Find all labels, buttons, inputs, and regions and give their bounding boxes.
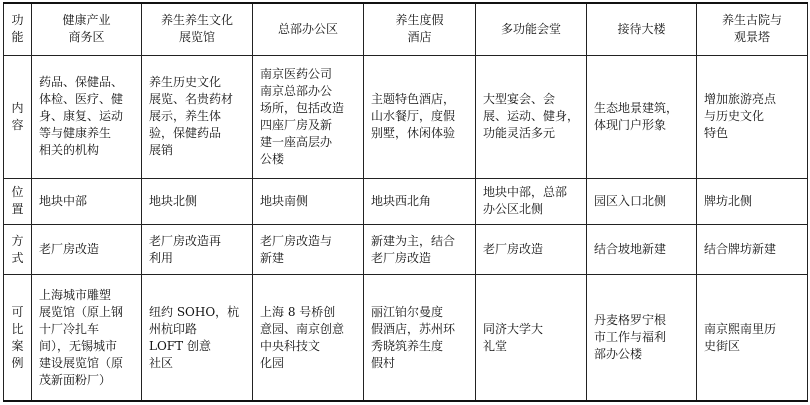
cell-text: 生态地景建筑， 体现门户形象 bbox=[594, 100, 679, 132]
table-cell bbox=[253, 178, 364, 225]
cell-text: 纽约 SOHO，杭 州杭印路 LOFT 创意 社区 bbox=[149, 304, 240, 370]
cell-text: 上海城市雕塑 展览馆（原上钢 十厂冷扎车 间），无锡城市 建设展览馆（原 茂新面粉厂） bbox=[39, 287, 124, 387]
table-cell bbox=[364, 178, 476, 225]
table-cell bbox=[587, 55, 697, 178]
cell-text: 牌坊北侧 bbox=[704, 193, 753, 208]
cell-text: 主题特色酒店， 山水餐厅，度假 别墅，休闲体验 bbox=[371, 92, 456, 141]
cell-text: 南京熙南里历 史街区 bbox=[704, 321, 777, 353]
cell-text: 地块西北角 bbox=[371, 193, 432, 208]
table-cell bbox=[253, 275, 364, 401]
cell-text: 老厂房改造再 利用 bbox=[149, 233, 222, 265]
header-cell-health-business bbox=[32, 3, 142, 55]
table-cell bbox=[587, 275, 697, 401]
cell-text: 结合坡地新建 bbox=[594, 242, 667, 257]
table-cell bbox=[142, 55, 253, 178]
table-cell bbox=[253, 225, 364, 275]
header-label: 多功能会堂 bbox=[500, 21, 561, 36]
table-cell bbox=[142, 275, 253, 401]
row-label: 位 置 bbox=[11, 185, 24, 217]
cell-text: 园区入口北侧 bbox=[594, 193, 667, 208]
header-label: 接待大楼 bbox=[617, 21, 666, 36]
header-label: 功能 bbox=[11, 13, 24, 45]
header-cell-multi-hall bbox=[476, 3, 587, 55]
table-cell bbox=[253, 55, 364, 178]
cell-text: 养生历史文化 展览、名贵药材 展示，养生体 验，保健药品 展销 bbox=[149, 75, 234, 158]
table-cell bbox=[32, 275, 142, 401]
table-cell bbox=[142, 178, 253, 225]
cell-text: 新建为主，结合 老厂房改造 bbox=[371, 233, 456, 265]
cell-text: 地块中部，总部 办公区北侧 bbox=[483, 185, 568, 217]
row-label-cases bbox=[4, 275, 32, 401]
header-cell-resort-hotel bbox=[364, 3, 476, 55]
table-cell bbox=[476, 55, 587, 178]
table-cell bbox=[32, 55, 142, 178]
cell-text: 老厂房改造 bbox=[39, 242, 100, 257]
header-label: 总部办公区 bbox=[277, 21, 338, 36]
header-cell-reception bbox=[587, 3, 697, 55]
table-cell bbox=[476, 225, 587, 275]
table-cell bbox=[697, 275, 808, 401]
header-cell-ancient-yard bbox=[697, 3, 808, 55]
cell-text: 增加旅游亮点 与历史文化 特色 bbox=[704, 92, 777, 141]
table-cell bbox=[476, 275, 587, 401]
header-label: 养生古院与 观景塔 bbox=[721, 13, 782, 45]
comparison-table bbox=[3, 2, 808, 402]
cell-text: 老厂房改造与 新建 bbox=[260, 233, 333, 265]
cell-text: 老厂房改造 bbox=[483, 242, 544, 257]
header-label: 健康产业 商务区 bbox=[62, 13, 111, 45]
table-cell bbox=[364, 225, 476, 275]
table-row-location bbox=[4, 178, 808, 225]
row-label: 方 式 bbox=[11, 233, 24, 265]
cell-text: 南京医药公司 南京总部办公 场所，包括改造 四座厂房及新 建一座高层办 公楼 bbox=[260, 66, 345, 166]
cell-text: 上海 8 号桥创 意园、南京创意 中央科技文 化园 bbox=[260, 304, 345, 370]
header-row bbox=[4, 3, 808, 55]
table-cell bbox=[32, 225, 142, 275]
header-cell-headquarters bbox=[253, 3, 364, 55]
cell-text: 地块中部 bbox=[39, 193, 88, 208]
row-label-content bbox=[4, 55, 32, 178]
cell-text: 地块南侧 bbox=[260, 193, 309, 208]
cell-text: 地块北侧 bbox=[149, 193, 198, 208]
row-label-method bbox=[4, 225, 32, 275]
table-cell bbox=[364, 275, 476, 401]
header-label: 养生度假 酒店 bbox=[395, 13, 444, 45]
table-row-cases bbox=[4, 275, 808, 401]
table-row-method bbox=[4, 225, 808, 275]
cell-text: 同济大学大 礼堂 bbox=[483, 321, 544, 353]
row-label-location bbox=[4, 178, 32, 225]
table-cell bbox=[587, 225, 697, 275]
table-cell bbox=[32, 178, 142, 225]
table-row-content bbox=[4, 55, 808, 178]
table-cell bbox=[697, 225, 808, 275]
table-cell bbox=[142, 225, 253, 275]
table-cell bbox=[697, 178, 808, 225]
header-cell-culture-hall bbox=[142, 3, 253, 55]
table-cell bbox=[364, 55, 476, 178]
cell-text: 丽江铂尔曼度 假酒店，苏州环 秀晓筑养生度 假村 bbox=[371, 304, 456, 370]
cell-text: 大型宴会、会 展、运动、健身， 功能灵活多元 bbox=[483, 92, 580, 141]
header-cell-function bbox=[4, 3, 32, 55]
table-cell bbox=[476, 178, 587, 225]
table-cell bbox=[587, 178, 697, 225]
table-cell bbox=[697, 55, 808, 178]
cell-text: 结合牌坊新建 bbox=[704, 242, 777, 257]
row-label: 内 容 bbox=[11, 100, 24, 132]
cell-text: 药品、保健品、 体检、医疗、健 身、康复、运动 等与健康养生 相关的机构 bbox=[39, 75, 124, 158]
cell-text: 丹麦格罗宁根 市工作与福利 部办公楼 bbox=[594, 313, 667, 362]
row-label: 可 比 案 例 bbox=[11, 304, 24, 370]
header-label: 养生养生文化 展览馆 bbox=[160, 13, 233, 45]
